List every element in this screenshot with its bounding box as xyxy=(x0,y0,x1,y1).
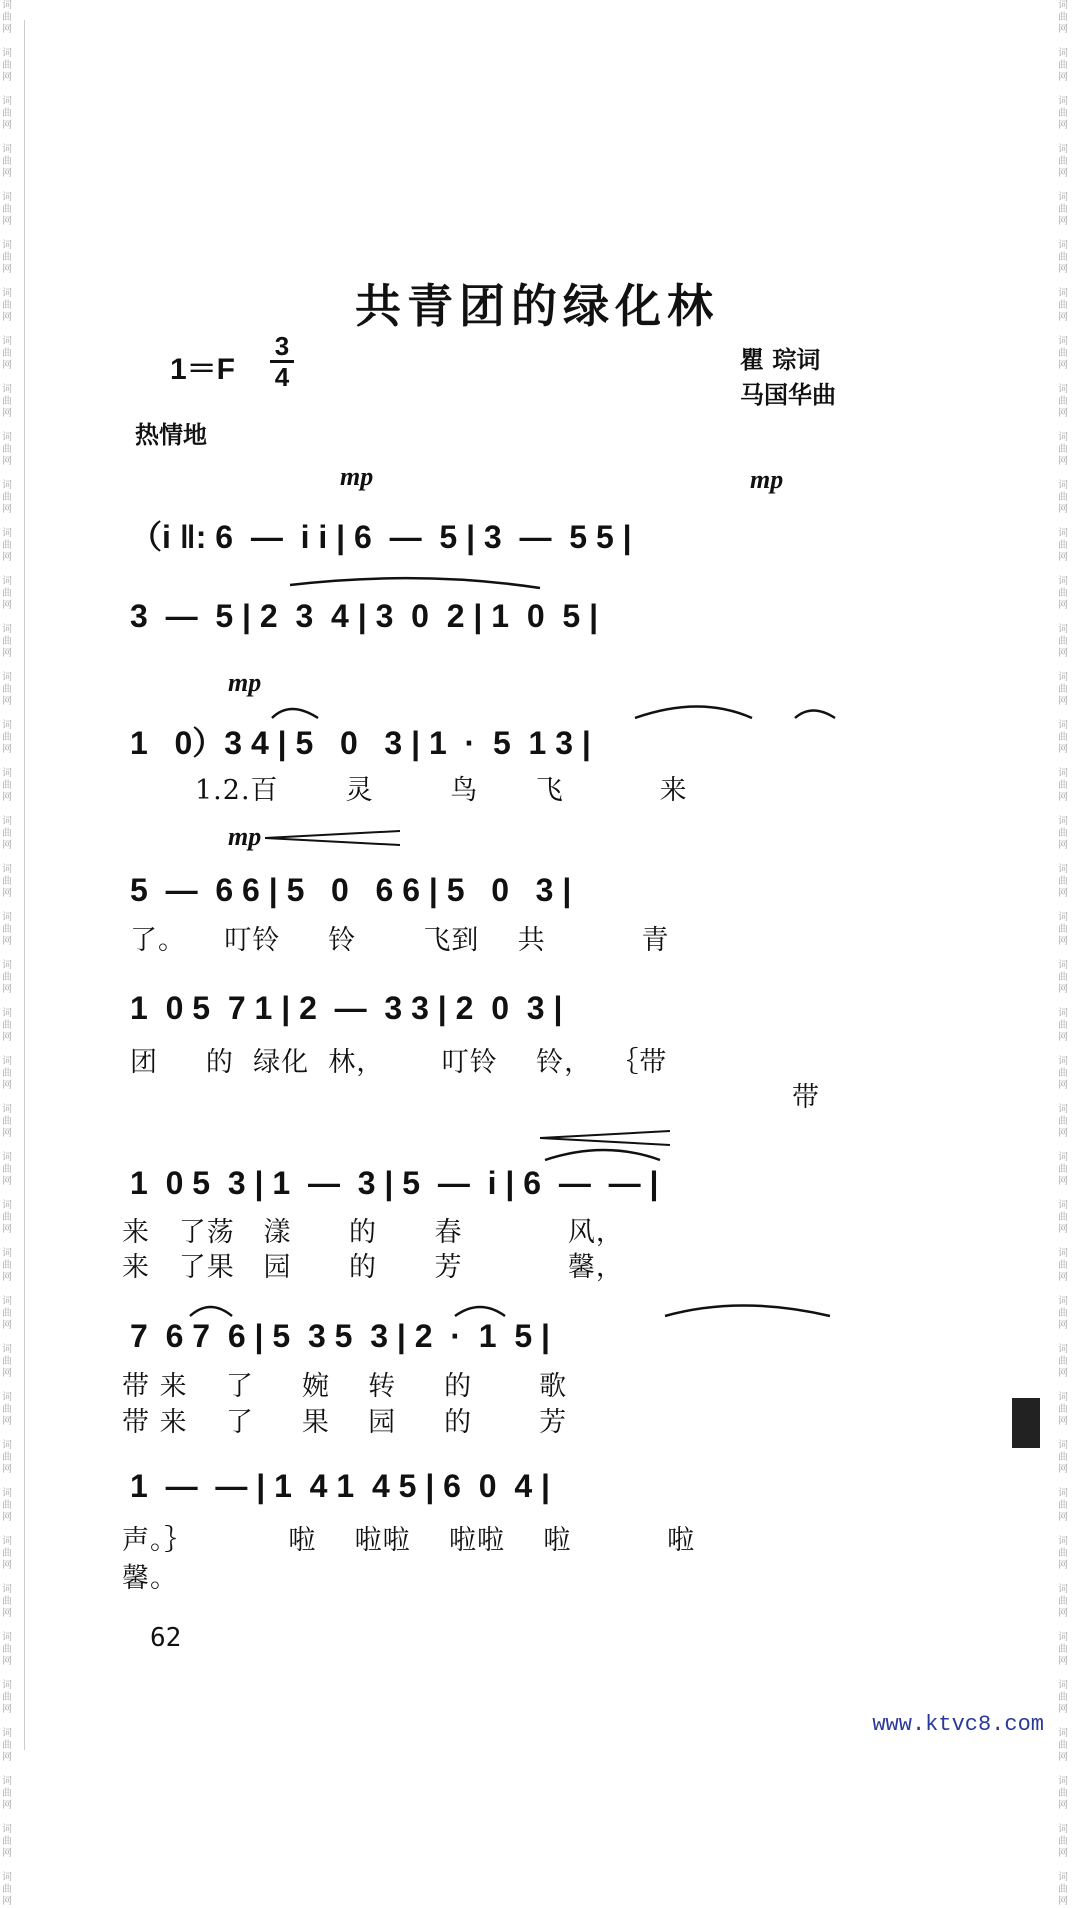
lyrics-row-3: 1.2.百 灵 鸟 飞 来 xyxy=(195,775,688,806)
slur xyxy=(290,578,540,588)
site-watermark: www.ktvc8.com xyxy=(872,1712,1044,1737)
slur xyxy=(190,1307,232,1316)
side-watermark-right: 词 曲 网 词 曲 网 词 曲 网 词 曲 网 词 曲 网 词 曲 网 词 曲 网 词 曲 网 词 曲 网 词 曲 网 词 曲 网 词 曲 网 词 曲 网 词 曲 网 词 曲 网 词 曲 网 词 曲 网 词 曲 网 词 曲 网 词 曲 网 词 曲 网 词 曲 网 词 曲 网 词 曲 网 词 曲 网 词 曲 网 词 曲 网 词 曲 网 词 曲 网 词 曲 网 词 曲 网 词 曲 网 词 曲 网 词 曲 网 词 曲 网 词 曲 网 词 曲 网 词 曲 网 词 曲 网 词 曲 网 xyxy=(1058,0,1068,1907)
lyrics-row-4: 了。 叮铃 铃 飞到 共 青 xyxy=(130,925,670,956)
side-watermark-left: 词 曲 网 词 曲 网 词 曲 网 词 曲 网 词 曲 网 词 曲 网 词 曲 网 词 曲 网 词 曲 网 词 曲 网 词 曲 网 词 曲 网 词 曲 网 词 曲 网 词 曲 网 词 曲 网 词 曲 网 词 曲 网 词 曲 网 词 曲 网 词 曲 网 词 曲 网 词 曲 网 词 曲 网 词 曲 网 词 曲 网 词 曲 网 词 曲 网 词 曲 网 词 曲 网 词 曲 网 词 曲 网 词 曲 网 词 曲 网 词 曲 网 词 曲 网 词 曲 网 词 曲 网 词 曲 网 词 曲 网 xyxy=(2,0,12,1907)
dynamic-mp: mp xyxy=(340,462,374,491)
time-signature-top: 3 xyxy=(274,331,290,361)
slur xyxy=(455,1307,505,1316)
lyrics-row-5-verse2: 带 xyxy=(792,1082,820,1113)
lyrics-row-8: 声。｝ 啦 啦啦 啦啦 啦 啦 xyxy=(122,1525,696,1556)
notation-row-6: 1 0 5 3 | 1 — 3 | 5 — i | 6 — — | xyxy=(130,1165,659,1201)
time-signature-bottom: 4 xyxy=(274,362,290,392)
dynamic-mp: mp xyxy=(228,822,262,851)
notation-row-4: 5 — 6 6 | 5 0 6 6 | 5 0 3 | xyxy=(130,872,572,908)
crescendo-hairpin xyxy=(265,831,400,845)
song-title: 共青团的绿化林 xyxy=(355,279,719,333)
slur xyxy=(545,1150,660,1160)
lyricist-credit: 瞿 琮词 xyxy=(740,346,821,374)
dynamic-mp: mp xyxy=(750,465,784,494)
crescendo-hairpin xyxy=(540,1131,670,1145)
lyrics-row-7: 带 来 了 婉 转 的 歌 xyxy=(122,1371,568,1402)
lyrics-row-8-verse2: 馨。 xyxy=(122,1563,178,1594)
lyrics-row-5: 团 的 绿化 林， 叮铃 铃， ｛带 xyxy=(130,1047,668,1078)
tempo-marking: 热情地 xyxy=(135,421,207,449)
notation-row-2: 3 — 5 | 2 3 4 | 3 0 2 | 1 0 5 | xyxy=(130,598,599,634)
notation-row-7: 7 6 7 6 | 5 3 5 3 | 2 · 1 5 | xyxy=(130,1318,550,1354)
lyrics-row-6: 来 了荡 漾 的 春 风， xyxy=(122,1217,624,1248)
slur xyxy=(635,707,752,719)
slur xyxy=(665,1306,830,1317)
notation-row-3: 1 0）3 4 | 5 0 3 | 1 · 5 1 3 | xyxy=(130,725,591,761)
key-signature: 1＝F xyxy=(170,353,236,386)
composer-credit: 马国华曲 xyxy=(740,381,836,409)
notation-row-8: 1 — — | 1 4 1 4 5 | 6 0 4 | xyxy=(130,1468,550,1504)
page-number: 62 xyxy=(150,1623,182,1653)
notation-row-1: （i ‖: 6 — i i | 6 — 5 | 3 — 5 5 | xyxy=(130,519,632,555)
side-tab-mark xyxy=(1012,1398,1040,1448)
slur xyxy=(795,711,835,719)
slur xyxy=(272,709,318,718)
dynamic-mp: mp xyxy=(228,668,262,697)
lyrics-row-7-verse2: 带 来 了 果 园 的 芳 xyxy=(122,1407,568,1438)
notation-row-5: 1 0 5 7 1 | 2 — 3 3 | 2 0 3 | xyxy=(130,990,563,1026)
lyrics-row-6-verse2: 来 了果 园 的 芳 馨， xyxy=(122,1252,624,1283)
